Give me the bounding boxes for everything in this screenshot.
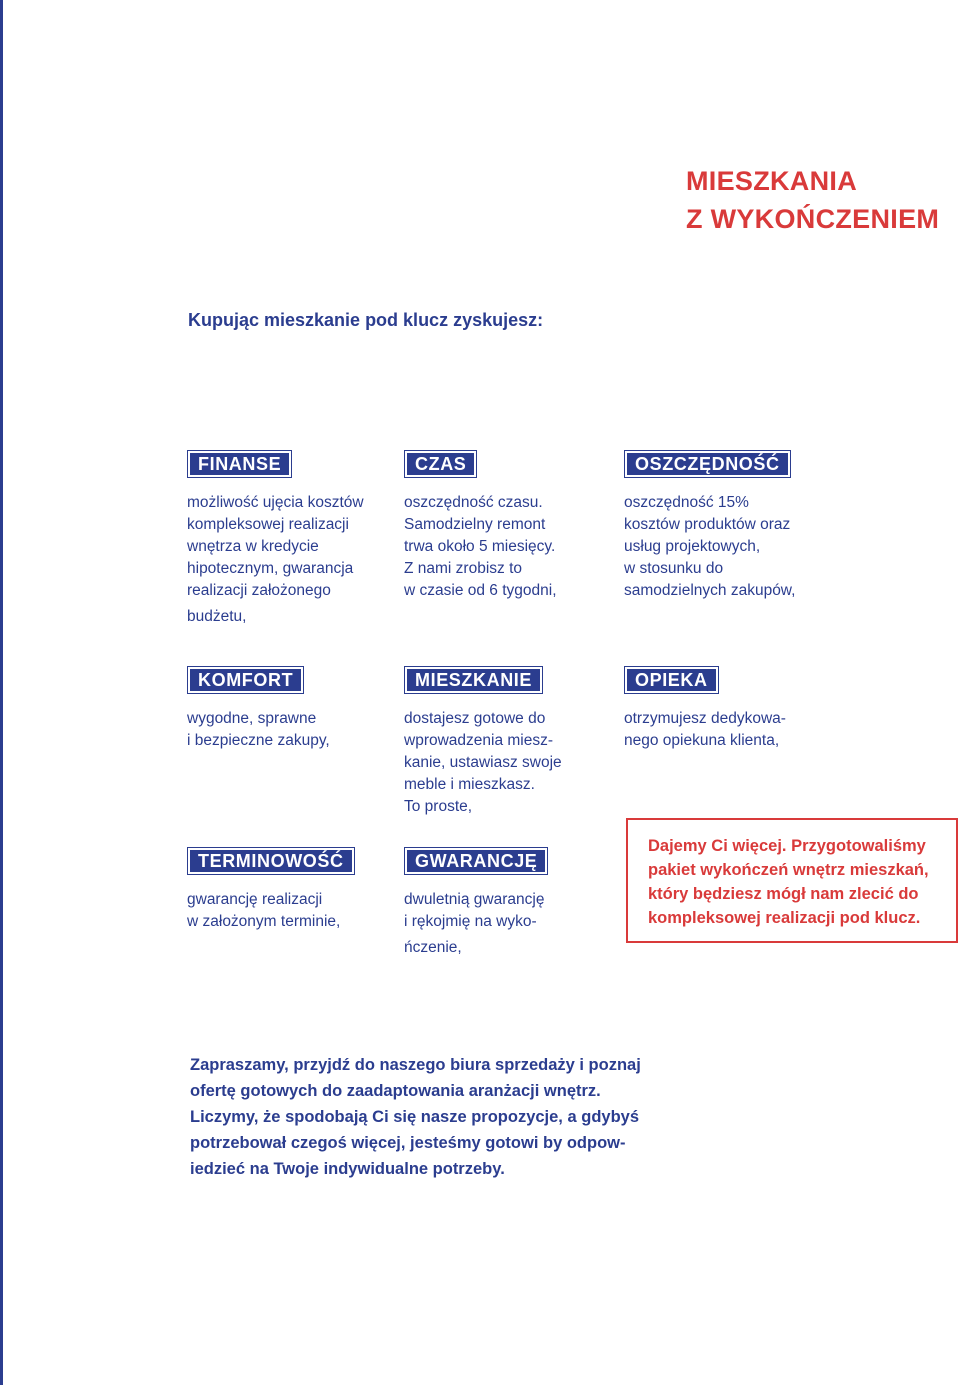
title-line-2: Z WYKOŃCZENIEM	[686, 204, 940, 234]
benefit-tag: FINANSE	[187, 450, 292, 478]
benefit-description: możliwość ujęcia kosztów kompleksowej realizacji wnętrza w kredycie hipotecznym, gwarancja realizacji założonego budżetu,	[187, 494, 364, 625]
left-border-rule	[0, 0, 3, 1385]
benefit-oszczednosc	[624, 450, 795, 602]
benefit-czas	[404, 450, 557, 602]
benefit-gwarancje	[404, 847, 548, 959]
benefit-description: gwarancję realizacji w założonym terminie,	[187, 891, 341, 930]
benefit-tag: MIESZKANIE	[404, 666, 543, 694]
benefit-finanse	[187, 450, 364, 628]
benefit-tag: KOMFORT	[187, 666, 304, 694]
benefits-intro: Kupując mieszkanie pod klucz zyskujesz:	[188, 310, 544, 330]
benefit-opieka	[624, 666, 786, 752]
benefit-description: oszczędność 15% kosztów produktów oraz usług projektowych, w stosunku do samodzielnych zakupów,	[624, 494, 796, 599]
benefit-description: dostajesz gotowe do wprowadzenia miesz- kanie, ustawiasz swoje meble i mieszkasz. To proste,	[404, 710, 562, 815]
benefit-description: wygodne, sprawne i bezpieczne zakupy,	[187, 710, 330, 749]
benefit-description: dwuletnią gwarancję i rękojmię na wyko- ńczenie,	[404, 891, 545, 956]
benefit-tag: OSZCZĘDNOŚĆ	[624, 450, 791, 478]
benefit-tag: OPIEKA	[624, 666, 719, 694]
promo-callout-box: Dajemy Ci więcej. Przygotowaliśmy pakiet wykończeń wnętrz mieszkań, który będziesz mógł nam zlecić do kompleksowej realizacji pod klucz.	[626, 818, 958, 943]
benefit-tag: GWARANCJĘ	[404, 847, 548, 875]
benefit-terminowosc	[187, 847, 355, 933]
benefit-mieszkanie	[404, 666, 562, 818]
page-title	[686, 162, 939, 238]
benefit-description: otrzymujesz dedykowa- nego opiekuna klienta,	[624, 710, 786, 749]
benefit-komfort	[187, 666, 330, 752]
benefit-tag: CZAS	[404, 450, 477, 478]
benefit-description: oszczędność czasu. Samodzielny remont trwa około 5 miesięcy. Z nami zrobisz to w czasie od 6 tygodni,	[404, 494, 557, 599]
title-line-1: MIESZKANIA	[686, 166, 857, 196]
invitation-paragraph: Zapraszamy, przyjdź do naszego biura sprzedaży i poznaj ofertę gotowych do zaadaptowania aranżacji wnętrz. Liczymy, że spodobają Ci się nasze propozycje, a gdybyś potrzebował czegoś więcej, jesteśmy gotowi by odpow- iedzieć na Twoje indywidualne potrzeby.	[190, 1056, 641, 1178]
benefit-tag: TERMINOWOŚĆ	[187, 847, 355, 875]
